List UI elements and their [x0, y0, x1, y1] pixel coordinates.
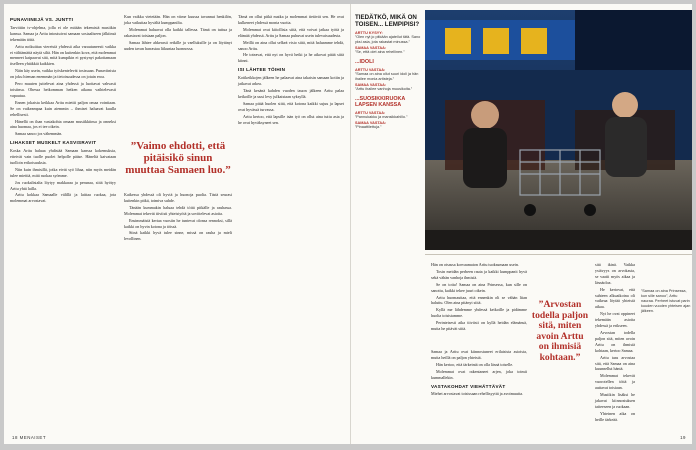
section-heading: VASTAKOHDAT VIEHÄTTÄVÄT [431, 383, 506, 389]
body-paragraph: Samaa sanoo jos vähemmän. [15, 131, 63, 137]
body-paragraph: Arttu noikuittaa viereisiä yhdessä aika varautuneesti vaikka ei välttämättä näytä siltä. Hän on kuitenkin kova, että molemmat menneet kaipaavat sitä, mitä kumpikin ei pystynyt pakottamaan itselleen yhtäkkiä kaikkien. [10, 43, 116, 67]
pull-quote-text: ”Vaimo ehdotti, että pitäisikö sinun muuttaa Samaen luo.” [125, 140, 231, 176]
tip-label: SAMAA VASTAA: [355, 46, 387, 51]
tip-text: ”Pannukakku ja mansikkahillo.” [355, 114, 408, 119]
body-paragraph: Samaa pitää huolen siitä, että kotona kaikki sujuu ja lapset ovat hyvässä turvassa. [238, 100, 344, 112]
left-column-2 [124, 14, 232, 52]
body-paragraph: He toteavat, että nyt on hyvä hetki ja he aikovat pitää siitä kiinni. [238, 52, 344, 64]
body-paragraph: Kaikessa yhdessä oli hyviä ja huonoja puolia. Tästä seurasi kuitenkin pitkä, toimiva suhde. [124, 192, 232, 203]
left-column-1 [10, 14, 116, 205]
paragraph-group [431, 391, 527, 397]
tip-text: ”Arttu ihailee vanhoja muusikoita.” [355, 86, 413, 91]
paragraph-group [124, 14, 232, 51]
body-paragraph: Molemmat ovat kiitollisia siitä, että voivat jatkaa työtä ja elämää yhdessä. Arttu ja Samaa puhuvat usein tulevaisuudesta. [238, 26, 344, 38]
body-paragraph: Kun vaikka vietetään. Hän on viime kuussa tavannut henkilön, joka vaikuttaa hyvältä kumppanilta. [124, 14, 232, 25]
paragraph-group [431, 349, 527, 381]
body-paragraph: Molemmat tekevät vuorotellen töitä ja auttavat toisiaan. [595, 373, 635, 391]
paragraph-group [124, 192, 232, 242]
tips-title: TIEDÄTKÖ, MIKÄ ON TOISEN... LEMPIPISI? [355, 14, 420, 29]
body-paragraph: Tänä kesänä kahden vuoden tauon jälkeen Arttu palaa keikoille ja uusi levy julkaistaan syksyllä. [238, 87, 344, 99]
left-column-3 [238, 14, 344, 126]
tip-text: ”Olen nyt jo pitkään ajatellut tätä. Sano yksi asia, jota rakastat minussa.” [355, 35, 421, 45]
body-paragraph: Siinä kaikki hyvä tulee sinne, missä on rauha ja mieli levollinen. [124, 230, 232, 242]
tip-label: ARTTU VASTAA: [355, 110, 386, 115]
right-column-b [595, 262, 635, 424]
page-number-right: 19 [680, 435, 686, 440]
paragraph-group [595, 262, 635, 423]
body-paragraph: Samaa lähtee ahkerasti retkille ja vaelluksille ja on löytänyt uuden tavan harrastaa liikuntaa luonnossa. [124, 39, 232, 51]
photo-illustration [425, 10, 692, 250]
tip-text: ”Pinaattilettuja.” [355, 124, 382, 129]
body-paragraph: Musiikin lisäksi he jakavat kiinnostuksen taiteeseen ja ruokaan. [595, 392, 635, 409]
paragraph-group [238, 14, 344, 64]
body-paragraph: Yhteinen aika on heille tärkeää. [595, 410, 635, 422]
tip-label: ARTTU KYSYY: [355, 31, 383, 36]
right-column-a-lower [431, 349, 527, 398]
tip-text: ”Samaa on aina ollut suuri idoli ja hän ihailee monia artisteja.” [355, 71, 419, 81]
body-paragraph: Hänellä on ihan vastakohta omaan musiikkiinsa ja onneksi aina huomaa, jos ei tee oikein. [10, 118, 116, 130]
body-paragraph: Miehet arvostavat toisissaan rehellisyyttä ja avoimuutta. [431, 391, 524, 397]
body-paragraph: Arttu kertoo, että lapsille isän työ on ollut aina tuttu asia ja he ovat hyväksyneet sen. [238, 113, 344, 125]
section-heading: LIHAKSET MUSKELT KASVISRAVIT [10, 140, 97, 146]
paragraph-group [431, 262, 527, 332]
body-paragraph: Arttu kokkaa Samaalle välillä ja laittaa ruokaa, jota molemmat arvostavat. [10, 192, 116, 204]
tip-label: SAMAA VASTAA: [355, 82, 387, 87]
body-paragraph: Arvostan todella paljon sitä, miten avoin Arttu on ihmisiä kohtaan, kertoo Samaa. [595, 329, 635, 353]
body-paragraph: Tänään kummakin haluaa tehdä töitä pitkälle ja rauhassa. Molemmat tekevät tiiviisti yhteistyötä ja sovittelevat asioita. [124, 204, 232, 216]
body-paragraph: Molemmat ovat rakentaneet arjen, joka toimii kummallekin. [431, 368, 527, 380]
body-paragraph: Molemmat haluavat olla kaikki tallessa. Tämä on tuttua ja rakastavat toisiaan paljon. [124, 26, 232, 38]
magazine-spread [4, 4, 692, 444]
left-page [4, 4, 350, 444]
divider [425, 254, 692, 255]
body-paragraph: Se on totta! Samaa on aina Prinsessa, kun sille on sanottu, kaikki tekee juuri oikein. [431, 281, 527, 293]
body-paragraph: Nyt he ovat oppineet tekemään asioita yhdessä ja erikseen. [595, 311, 635, 329]
tip-label: ARTTU VASTAA: [355, 67, 386, 72]
body-paragraph: He kertovat, että suhteen alkuaikoina oli vaikeaa löytää yhteistä aikaa. [595, 286, 635, 310]
body-paragraph: Meillä on aina ollut selkeä visio siitä, mitä haluamme tehdä, sanoo Arttu. [238, 39, 344, 51]
tips-sidebar [355, 14, 421, 130]
left-column-2-lower [124, 192, 232, 243]
paragraph-group [238, 75, 344, 125]
body-paragraph: Kotikeikkojen jälkeen he palaavat aina takaisin samaan kotiin ja jatkavat arkea. [238, 75, 344, 87]
body-paragraph: Arttu huomauttaa, että ennenkin oli se vähän liian haluttu. Olen aina pitänyt siitä. [431, 294, 527, 306]
body-paragraph: Hän on otsassa korvaamaton Arttu tuoksumaan usein. [431, 262, 519, 267]
tip-text: ”Se, että olet aina rehellinen.” [355, 50, 405, 55]
body-paragraph: Näin käy usein, vaikka työskentelevät tosissaan. Punaviinista on joku hieman enemmän ja tietoisuudessa on jotain eroa. [10, 68, 116, 80]
body-paragraph: Tämä on ollut pitkä matka ja molemmat tietävät sen. He ovat kulkeneet yhdessä monta vuotta. [238, 14, 344, 25]
body-paragraph: Arttu taas arvostaa sitä, että Samaa on aina kuunnellut häntä. [595, 354, 635, 372]
body-paragraph: Ensimmäistä kertaa vuosiin he tuntevat olonsa rennoksi, sillä kaikki on hyvin kotona ja töissä. [124, 217, 232, 229]
body-paragraph: Perinteisesti aika tiiviisti on kyllä heidän elämänsä, mutta he pitävät siitä. [431, 320, 527, 332]
photo-caption: ”Samaa on aina Prinsessa, kun sille sanoo”, Arttu nauraa. Perheet istuvat parin kuuden vuoden yhteisen ajan jälkeen. [641, 289, 691, 313]
tip-heading: ...SUOSIKKIRUOKA LAPSEN KANSSA [355, 95, 406, 109]
pull-quote-text: ”Arvostan todella paljon sitä, miten avoin Arttu on ihmisiä kohtaan.” [531, 299, 589, 363]
pull-quote-right [531, 300, 589, 364]
body-paragraph: Kyllä me lähdemme yhdessä keikoille ja pidämme huolta toisistamme. [431, 307, 527, 319]
section-heading: ISI LÄHTEE TÖIHIN [238, 67, 286, 73]
body-paragraph: Pero muuten juttelevat aina yhdessä ja luottavat vahvasti toisiinsa. Ohessa heikomman hetken aikana vaihtelevasti vapautua. [10, 81, 116, 98]
right-page [350, 4, 692, 444]
body-paragraph: sitä ikinä. Vaikka ystävyys on arvokasta, se vaatii myös aikaa ja läsnäoloa. [595, 262, 635, 285]
body-paragraph: Tarvittiin tv-ohjelma, jolla ei ole mitään tekemistä musiikin kanssa. Samaa ja Arttu intoutuivat samaan sosiaaliseen jälkiinsä tekemään töitä. [10, 24, 116, 42]
body-paragraph: Samaa ja Arttu ovat kiinnostuneet erilaisista asioista, mutta heillä on paljon yhteistä. [431, 349, 527, 360]
pull-quote-left [124, 140, 232, 176]
tip-heading: ...IDOLI [355, 59, 374, 66]
right-column-a [431, 262, 527, 333]
tip-label: SAMAA VASTAA: [355, 120, 387, 125]
paragraph-group [10, 148, 116, 204]
body-paragraph: Jos ruokalistalta löytyy makkaraa ja perunaa, siitä hyötyy Arttu yhtä lailla. [10, 179, 116, 191]
paragraph-group [10, 25, 116, 137]
body-paragraph: Hän kertoo, että tärkeintä on olla läsnä toiselle. [436, 361, 514, 367]
section-heading: PUNAVIINEJÄ VS. JUNTTI [10, 17, 74, 22]
body-paragraph: Tosin meidän perheen rauta ja kaikki kumppanit hyvä sekä vähän vanhoja ihmisiä. [431, 268, 527, 280]
body-paragraph: Ennen jokaista keikkaa Arttu miettii paljon omaa vointiaan. Se on vaikeampaa kuin aiemmin – ihmiset haluavat kuulla rehellisesti. [10, 99, 116, 117]
body-paragraph: Niin kuin ihmisillä, jotka eivät syö lihaa, niin myös meidän tulee miettiä, mitä ruokaa syömme. [10, 166, 116, 178]
page-number-left: 18 MENAISET [12, 435, 47, 440]
body-paragraph: Koska Arttu haluaa yhdistää Samaan kanssa kokemuksia, etteivät vain tuolle puolet helpolle pääse. Häneltä kaivataan tuolloin erikoisuuksia. [10, 148, 116, 165]
couple-photo [425, 10, 692, 250]
tips-sections [355, 31, 421, 129]
